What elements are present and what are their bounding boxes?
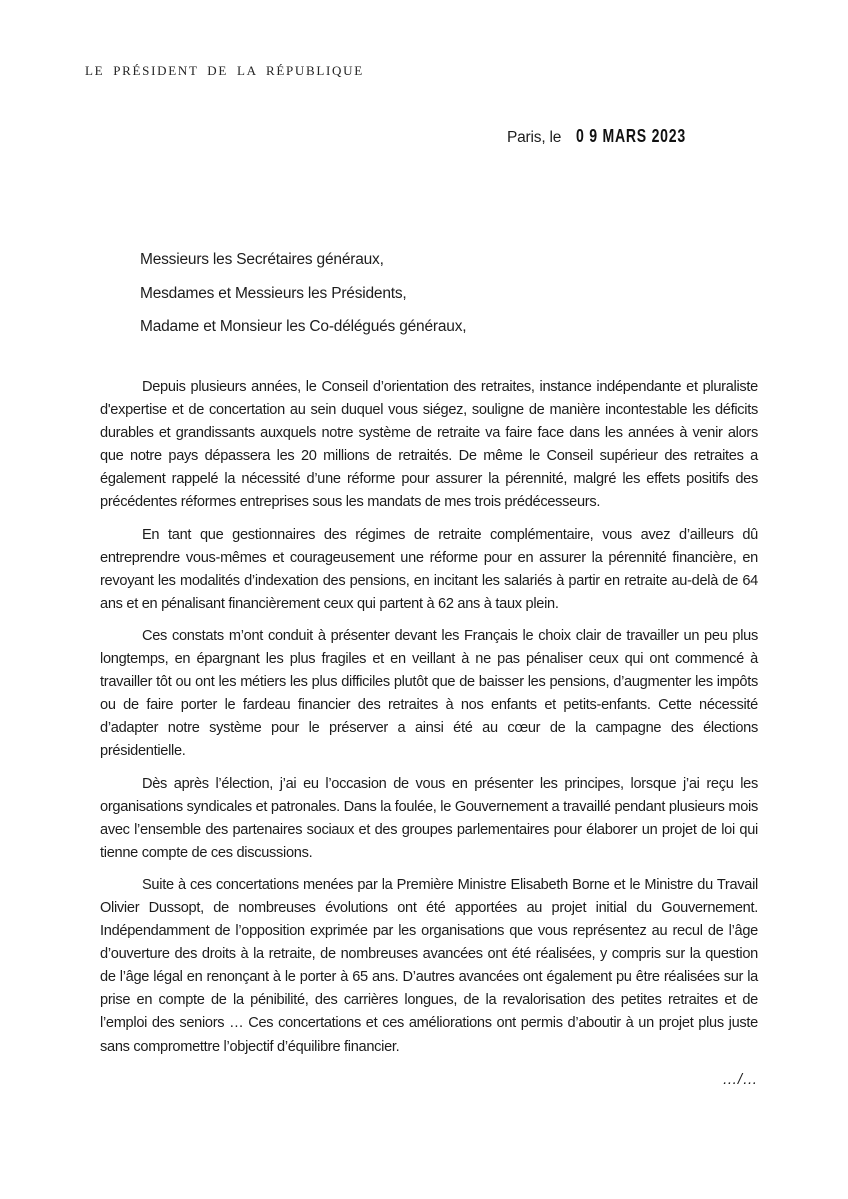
page-continuation-marker: …/… [722,1070,758,1088]
body-paragraph-4: Dès après l’élection, j’ai eu l’occasion de vous en présenter les principes, lorsque j’ai reçu les organisations syndicales et patronales. Dans la foulée, le Gouvernement a travaillé pendant plusieurs mois avec l’ensemble des partenaires sociaux et des groupes parlementaires pour élaborer un projet de loi qui tienne compte de ces discussions. [100,775,758,861]
salutation-block [140,243,466,344]
body-paragraph-2: En tant que gestionnaires des régimes de retraite complémentaire, vous avez d’ailleurs dû entreprendre vous-mêmes et courageusement une réforme pour en assurer la pérennité financière, en revoyant les modalités d’indexation des pensions, en incitant les salariés à partir en retraite au-delà de 64 ans et en pénalisant financièrement ceux qui partent à 62 ans à taux plein. [100,526,758,612]
salutation-line-codelegues: Madame et Monsieur les Co-délégués généraux, [140,318,467,336]
body-paragraph-1: Depuis plusieurs années, le Conseil d’orientation des retraites, instance indépendante et pluraliste d'expertise et de concertation au sein duquel vous siégez, souligne de manière incontestable les déficits durables et grandissants auxquels notre système de retraite va faire face dans les années à venir alors que notre pays dépassera les 20 millions de retraités. De même le Conseil supérieur des retraites a également rappelé la nécessité d’une réforme pour assurer la pérennité, malgré les effets positifs des précédentes réformes entreprises sous les mandats de mes trois prédécesseurs. [100,379,758,511]
body-paragraph-3: Ces constats m’ont conduit à présenter devant les Français le choix clair de travailler un peu plus longtemps, en épargnant les plus fragiles et en veillant à ne pas pénaliser ceux qui ont commencé à travailler tôt ou ont les métiers les plus difficiles plutôt que de baisser les pensions, d’augmenter les impôts ou de faire porter le fardeau financier des retraites à nos enfants et petits-enfants. Cette nécessité d’adapter notre système pour le préserver a ainsi été au cœur de la campagne des élections présidentielle. [100,627,758,760]
date-stamp: 0 9 MARS 2023 [576,125,687,146]
letterhead-title: LE PRÉSIDENT DE LA RÉPUBLIQUE [85,63,364,78]
body-paragraph-5: Suite à ces concertations menées par la Première Ministre Elisabeth Borne et le Ministre du Travail Olivier Dussopt, de nombreuses évolutions ont été apportées au projet initial du Gouvernement. Indépendamment de l’opposition exprimée par les organisations que vous représentez au recul de l’âge d’ouverture des droits à la retraite, de nombreuses avancées ont été réalisées, y compris sur la question de l’âge légal en renonçant à le porter à 65 ans. D’autres avancées ont également pu être réalisées sur la prise en compte de la pénibilité, des carrières longues, de la revalorisation des petites retraites et de l’emploi des seniors … Ces concertations et ces améliorations ont permis d’aboutir à un projet plus juste sans compromettre l’objectif d’équilibre financier. [100,876,758,1055]
salutation-line-presidents: Mesdames et Messieurs les Présidents, [140,284,407,302]
letter-body [100,376,758,1100]
salutation-line-secretaires: Messieurs les Secrétaires généraux, [140,251,384,268]
dateline [507,125,721,147]
date-place-label: Paris, le [507,129,562,146]
